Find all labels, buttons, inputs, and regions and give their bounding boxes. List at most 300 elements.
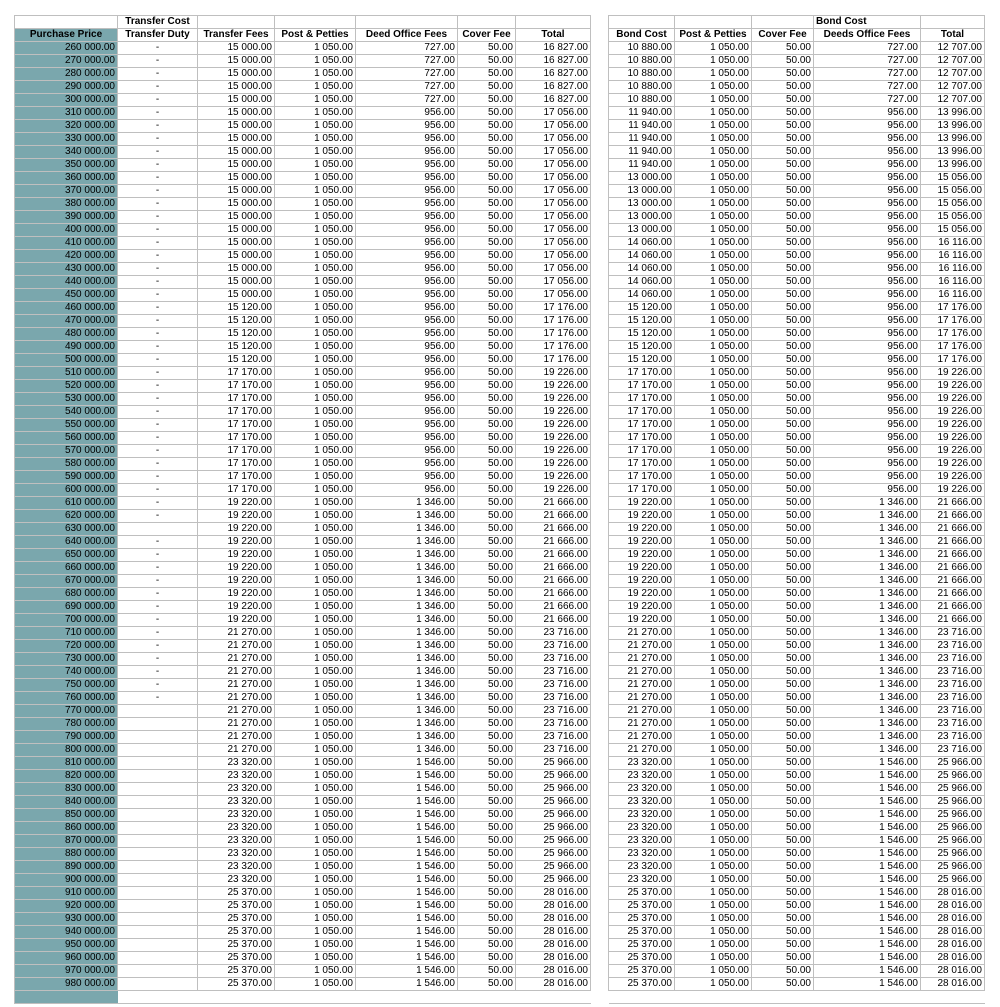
deeds-office-fees-cell: 727.00 — [814, 68, 921, 81]
deeds-office-fees-cell: 727.00 — [814, 94, 921, 107]
purchase-price-cell: 610 000.00 — [15, 497, 118, 510]
post-petties-cell: 1 050.00 — [275, 406, 356, 419]
bond-total-cell: 17 176.00 — [921, 354, 985, 367]
transfer-total-cell: 28 016.00 — [516, 887, 591, 900]
table-row — [15, 445, 985, 458]
transfer-total-cell: 17 056.00 — [516, 198, 591, 211]
purchase-price-cell: 260 000.00 — [15, 42, 118, 55]
deed-office-fees-cell: 956.00 — [356, 406, 458, 419]
transfer-duty-cell: - — [118, 133, 198, 146]
bond-post-petties-cell: 1 050.00 — [675, 627, 752, 640]
section-spacer — [675, 16, 752, 29]
transfer-fees-cell: 23 320.00 — [198, 809, 275, 822]
bond-cover-fee-cell: 50.00 — [752, 94, 814, 107]
transfer-fees-cell: 25 370.00 — [198, 939, 275, 952]
bond-cost-cell: 17 170.00 — [609, 406, 675, 419]
purchase-price-cell: 450 000.00 — [15, 289, 118, 302]
post-petties-cell: 1 050.00 — [275, 380, 356, 393]
deed-office-fees-cell: 956.00 — [356, 172, 458, 185]
cover-fee-cell: 50.00 — [458, 237, 516, 250]
bond-total-cell: 15 056.00 — [921, 185, 985, 198]
transfer-fees-cell: 15 000.00 — [198, 120, 275, 133]
bond-cover-fee-cell: 50.00 — [752, 432, 814, 445]
transfer-total-cell: 25 966.00 — [516, 874, 591, 887]
deed-office-fees-cell: 727.00 — [356, 42, 458, 55]
bond-post-petties-cell: 1 050.00 — [675, 68, 752, 81]
bond-total-cell: 28 016.00 — [921, 913, 985, 926]
deeds-office-fees-cell: 1 546.00 — [814, 952, 921, 965]
transfer-total-cell: 19 226.00 — [516, 471, 591, 484]
deed-office-fees-cell: 956.00 — [356, 328, 458, 341]
bond-cover-fee-cell: 50.00 — [752, 315, 814, 328]
transfer-fees-cell: 17 170.00 — [198, 458, 275, 471]
bond-cover-fee-cell: 50.00 — [752, 588, 814, 601]
trailing-blank-row — [15, 991, 985, 1004]
post-petties-cell: 1 050.00 — [275, 965, 356, 978]
bond-cover-fee-cell: 50.00 — [752, 549, 814, 562]
bond-total-cell: 25 966.00 — [921, 861, 985, 874]
deeds-office-fees-cell: 956.00 — [814, 471, 921, 484]
bond-cost-cell: 13 000.00 — [609, 198, 675, 211]
table-row — [15, 653, 985, 666]
deed-office-fees-cell: 1 546.00 — [356, 783, 458, 796]
bond-post-petties-cell: 1 050.00 — [675, 978, 752, 991]
cover-fee-cell: 50.00 — [458, 211, 516, 224]
deeds-office-fees-cell: 1 346.00 — [814, 575, 921, 588]
bond-post-petties-header: Post & Petties — [675, 29, 752, 42]
table-row — [15, 913, 985, 926]
purchase-price-cell: 560 000.00 — [15, 432, 118, 445]
cover-fee-cell: 50.00 — [458, 172, 516, 185]
bond-cost-cell: 21 270.00 — [609, 666, 675, 679]
post-petties-cell: 1 050.00 — [275, 445, 356, 458]
transfer-duty-cell: - — [118, 445, 198, 458]
bond-cover-fee-cell: 50.00 — [752, 874, 814, 887]
deed-office-fees-cell: 1 346.00 — [356, 601, 458, 614]
deeds-office-fees-cell: 1 346.00 — [814, 523, 921, 536]
cover-fee-cell: 50.00 — [458, 601, 516, 614]
bond-cost-cell: 23 320.00 — [609, 783, 675, 796]
transfer-duty-cell — [118, 913, 198, 926]
bond-cover-fee-cell: 50.00 — [752, 263, 814, 276]
column-gap — [591, 289, 609, 302]
transfer-total-cell: 19 226.00 — [516, 419, 591, 432]
bond-cost-cell: 23 320.00 — [609, 861, 675, 874]
transfer-fees-cell: 19 220.00 — [198, 549, 275, 562]
bond-post-petties-cell: 1 050.00 — [675, 848, 752, 861]
bond-cost-cell: 17 170.00 — [609, 471, 675, 484]
column-gap — [591, 510, 609, 523]
post-petties-cell: 1 050.00 — [275, 588, 356, 601]
transfer-fees-cell: 21 270.00 — [198, 653, 275, 666]
purchase-price-cell: 760 000.00 — [15, 692, 118, 705]
deed-office-fees-cell: 956.00 — [356, 250, 458, 263]
table-row — [15, 237, 985, 250]
bond-cover-fee-cell: 50.00 — [752, 952, 814, 965]
table-row — [15, 562, 985, 575]
purchase-price-cell: 430 000.00 — [15, 263, 118, 276]
deed-office-fees-cell: 956.00 — [356, 198, 458, 211]
bond-total-cell: 12 707.00 — [921, 68, 985, 81]
transfer-duty-cell: - — [118, 211, 198, 224]
transfer-duty-cell: - — [118, 55, 198, 68]
bond-cost-cell: 14 060.00 — [609, 237, 675, 250]
bond-cost-cell: 11 940.00 — [609, 146, 675, 159]
purchase-price-cell: 980 000.00 — [15, 978, 118, 991]
deed-office-fees-cell: 1 346.00 — [356, 666, 458, 679]
table-row — [15, 172, 985, 185]
bond-cost-cell: 17 170.00 — [609, 432, 675, 445]
fee-schedule-sheet — [14, 15, 985, 1004]
bond-total-cell: 17 176.00 — [921, 315, 985, 328]
transfer-duty-cell — [118, 978, 198, 991]
deeds-office-fees-cell: 1 346.00 — [814, 588, 921, 601]
bond-cover-fee-cell: 50.00 — [752, 666, 814, 679]
purchase-price-cell: 750 000.00 — [15, 679, 118, 692]
purchase-price-cell: 720 000.00 — [15, 640, 118, 653]
post-petties-cell: 1 050.00 — [275, 770, 356, 783]
post-petties-cell: 1 050.00 — [275, 55, 356, 68]
bond-total-cell: 25 966.00 — [921, 848, 985, 861]
bond-post-petties-cell: 1 050.00 — [675, 419, 752, 432]
table-row — [15, 848, 985, 861]
transfer-total-cell: 28 016.00 — [516, 900, 591, 913]
purchase-price-cell: 950 000.00 — [15, 939, 118, 952]
transfer-duty-cell: - — [118, 692, 198, 705]
table-row — [15, 81, 985, 94]
transfer-duty-cell — [118, 731, 198, 744]
transfer-total-cell: 23 716.00 — [516, 679, 591, 692]
cover-fee-cell: 50.00 — [458, 562, 516, 575]
table-row — [15, 42, 985, 55]
bond-cover-fee-cell: 50.00 — [752, 419, 814, 432]
deed-office-fees-cell: 956.00 — [356, 458, 458, 471]
transfer-duty-cell: - — [118, 224, 198, 237]
post-petties-cell: 1 050.00 — [275, 510, 356, 523]
transfer-total-cell: 23 716.00 — [516, 640, 591, 653]
bond-cost-cell: 11 940.00 — [609, 159, 675, 172]
cover-fee-cell: 50.00 — [458, 705, 516, 718]
deeds-office-fees-cell: 956.00 — [814, 341, 921, 354]
column-gap — [591, 185, 609, 198]
transfer-duty-cell: - — [118, 484, 198, 497]
cover-fee-cell: 50.00 — [458, 263, 516, 276]
purchase-price-cell: 520 000.00 — [15, 380, 118, 393]
deeds-office-fees-cell: 1 346.00 — [814, 510, 921, 523]
bond-total-cell: 13 996.00 — [921, 133, 985, 146]
purchase-price-cell: 790 000.00 — [15, 731, 118, 744]
deed-office-fees-cell: 1 346.00 — [356, 640, 458, 653]
deeds-office-fees-cell: 1 346.00 — [814, 692, 921, 705]
bond-post-petties-cell: 1 050.00 — [675, 900, 752, 913]
bond-cost-cell: 25 370.00 — [609, 939, 675, 952]
bond-cover-fee-cell: 50.00 — [752, 848, 814, 861]
post-petties-cell: 1 050.00 — [275, 848, 356, 861]
column-gap — [591, 770, 609, 783]
table-row — [15, 627, 985, 640]
cover-fee-cell: 50.00 — [458, 978, 516, 991]
deed-office-fees-cell: 1 346.00 — [356, 653, 458, 666]
column-gap — [591, 848, 609, 861]
bond-post-petties-cell: 1 050.00 — [675, 640, 752, 653]
post-petties-cell: 1 050.00 — [275, 393, 356, 406]
transfer-total-cell: 25 966.00 — [516, 809, 591, 822]
cover-fee-cell: 50.00 — [458, 822, 516, 835]
bond-cover-fee-cell: 50.00 — [752, 276, 814, 289]
deeds-office-fees-cell: 956.00 — [814, 211, 921, 224]
blank-cell — [921, 991, 985, 1004]
column-gap — [591, 575, 609, 588]
deed-office-fees-cell: 956.00 — [356, 185, 458, 198]
bond-cost-cell: 10 880.00 — [609, 81, 675, 94]
bond-cost-cell: 11 940.00 — [609, 107, 675, 120]
bond-cost-cell: 19 220.00 — [609, 562, 675, 575]
bond-cover-fee-cell: 50.00 — [752, 354, 814, 367]
purchase-price-cell: 440 000.00 — [15, 276, 118, 289]
post-petties-cell: 1 050.00 — [275, 250, 356, 263]
deeds-office-fees-cell: 956.00 — [814, 133, 921, 146]
bond-total-cell: 23 716.00 — [921, 627, 985, 640]
deed-office-fees-cell: 956.00 — [356, 445, 458, 458]
bond-cost-cell: 13 000.00 — [609, 172, 675, 185]
post-petties-cell: 1 050.00 — [275, 159, 356, 172]
transfer-duty-cell: - — [118, 159, 198, 172]
cover-fee-cell: 50.00 — [458, 744, 516, 757]
transfer-duty-cell: - — [118, 679, 198, 692]
table-row — [15, 380, 985, 393]
post-petties-cell: 1 050.00 — [275, 328, 356, 341]
table-row — [15, 68, 985, 81]
deeds-office-fees-cell: 956.00 — [814, 289, 921, 302]
post-petties-cell: 1 050.00 — [275, 81, 356, 94]
bond-post-petties-cell: 1 050.00 — [675, 471, 752, 484]
transfer-total-cell: 17 176.00 — [516, 328, 591, 341]
table-row — [15, 978, 985, 991]
blank-cell — [275, 991, 356, 1004]
bond-total-cell: 12 707.00 — [921, 81, 985, 94]
section-spacer — [356, 16, 458, 29]
bond-cost-heading: Bond Cost — [814, 16, 921, 29]
transfer-total-cell: 19 226.00 — [516, 380, 591, 393]
column-gap — [591, 458, 609, 471]
table-row — [15, 198, 985, 211]
post-petties-cell: 1 050.00 — [275, 107, 356, 120]
bond-total-cell: 16 116.00 — [921, 237, 985, 250]
bond-cover-fee-cell: 50.00 — [752, 211, 814, 224]
bond-post-petties-cell: 1 050.00 — [675, 55, 752, 68]
column-gap — [591, 913, 609, 926]
deed-office-fees-cell: 956.00 — [356, 419, 458, 432]
column-gap — [591, 809, 609, 822]
transfer-total-cell: 21 666.00 — [516, 549, 591, 562]
transfer-total-cell: 21 666.00 — [516, 562, 591, 575]
transfer-duty-cell: - — [118, 653, 198, 666]
deed-office-fees-cell: 1 346.00 — [356, 731, 458, 744]
transfer-total-cell: 17 056.00 — [516, 237, 591, 250]
cover-fee-cell: 50.00 — [458, 315, 516, 328]
bond-post-petties-cell: 1 050.00 — [675, 562, 752, 575]
purchase-price-cell: 940 000.00 — [15, 926, 118, 939]
transfer-duty-cell: - — [118, 263, 198, 276]
purchase-price-cell: 380 000.00 — [15, 198, 118, 211]
transfer-duty-cell: - — [118, 42, 198, 55]
bond-cover-fee-cell: 50.00 — [752, 614, 814, 627]
deeds-office-fees-cell: 1 546.00 — [814, 757, 921, 770]
purchase-price-cell: 290 000.00 — [15, 81, 118, 94]
transfer-fees-cell: 15 000.00 — [198, 237, 275, 250]
bond-cost-cell: 23 320.00 — [609, 809, 675, 822]
transfer-fees-cell: 15 000.00 — [198, 81, 275, 94]
transfer-fees-cell: 15 000.00 — [198, 185, 275, 198]
post-petties-cell: 1 050.00 — [275, 172, 356, 185]
deeds-office-fees-cell: 727.00 — [814, 55, 921, 68]
deeds-office-fees-cell: 1 546.00 — [814, 874, 921, 887]
cover-fee-cell: 50.00 — [458, 796, 516, 809]
table-row — [15, 484, 985, 497]
cover-fee-cell: 50.00 — [458, 783, 516, 796]
transfer-fees-cell: 17 170.00 — [198, 445, 275, 458]
bond-post-petties-cell: 1 050.00 — [675, 224, 752, 237]
bond-post-petties-cell: 1 050.00 — [675, 81, 752, 94]
column-gap — [591, 367, 609, 380]
bond-cost-cell: 10 880.00 — [609, 55, 675, 68]
column-gap — [591, 783, 609, 796]
post-petties-cell: 1 050.00 — [275, 835, 356, 848]
purchase-price-cell: 650 000.00 — [15, 549, 118, 562]
deed-office-fees-cell: 956.00 — [356, 367, 458, 380]
deed-office-fees-cell: 1 346.00 — [356, 718, 458, 731]
post-petties-cell: 1 050.00 — [275, 302, 356, 315]
transfer-total-cell: 25 966.00 — [516, 835, 591, 848]
bond-cost-cell: 19 220.00 — [609, 497, 675, 510]
blank-cell — [609, 991, 675, 1004]
post-petties-cell: 1 050.00 — [275, 133, 356, 146]
column-gap — [591, 757, 609, 770]
transfer-duty-cell — [118, 796, 198, 809]
purchase-price-cell: 910 000.00 — [15, 887, 118, 900]
bond-cover-fee-cell: 50.00 — [752, 562, 814, 575]
bond-total-cell: 13 996.00 — [921, 146, 985, 159]
deed-office-fees-cell: 956.00 — [356, 224, 458, 237]
deeds-office-fees-cell: 956.00 — [814, 276, 921, 289]
bond-total-cell: 16 116.00 — [921, 263, 985, 276]
bond-total-cell: 21 666.00 — [921, 588, 985, 601]
bond-post-petties-cell: 1 050.00 — [675, 289, 752, 302]
cover-fee-cell: 50.00 — [458, 302, 516, 315]
transfer-duty-cell — [118, 822, 198, 835]
column-gap — [591, 81, 609, 94]
transfer-fees-cell: 15 000.00 — [198, 94, 275, 107]
bond-post-petties-cell: 1 050.00 — [675, 757, 752, 770]
bond-cover-fee-cell: 50.00 — [752, 237, 814, 250]
bond-total-cell: 19 226.00 — [921, 458, 985, 471]
bond-total-cell: 28 016.00 — [921, 939, 985, 952]
transfer-fees-cell: 19 220.00 — [198, 588, 275, 601]
bond-total-cell: 25 966.00 — [921, 822, 985, 835]
table-row — [15, 965, 985, 978]
deeds-office-fees-cell: 1 346.00 — [814, 627, 921, 640]
cover-fee-cell: 50.00 — [458, 146, 516, 159]
bond-post-petties-cell: 1 050.00 — [675, 354, 752, 367]
column-gap — [591, 406, 609, 419]
purchase-price-cell: 540 000.00 — [15, 406, 118, 419]
table-row — [15, 523, 985, 536]
bond-cost-cell: 25 370.00 — [609, 952, 675, 965]
bond-post-petties-cell: 1 050.00 — [675, 185, 752, 198]
table-row — [15, 757, 985, 770]
deeds-office-fees-cell: 1 546.00 — [814, 770, 921, 783]
table-row — [15, 835, 985, 848]
deed-office-fees-cell: 956.00 — [356, 211, 458, 224]
deeds-office-fees-cell: 956.00 — [814, 198, 921, 211]
bond-cover-fee-cell: 50.00 — [752, 653, 814, 666]
transfer-total-cell: 17 056.00 — [516, 107, 591, 120]
bond-post-petties-cell: 1 050.00 — [675, 406, 752, 419]
cover-fee-cell: 50.00 — [458, 926, 516, 939]
cover-fee-cell: 50.00 — [458, 380, 516, 393]
bond-cost-cell: 15 120.00 — [609, 302, 675, 315]
purchase-price-cell: 690 000.00 — [15, 601, 118, 614]
transfer-fees-cell: 15 000.00 — [198, 172, 275, 185]
transfer-total-cell: 23 716.00 — [516, 627, 591, 640]
transfer-total-cell: 17 056.00 — [516, 211, 591, 224]
transfer-fees-cell: 15 120.00 — [198, 354, 275, 367]
transfer-total-cell: 25 966.00 — [516, 822, 591, 835]
bond-total-cell: 19 226.00 — [921, 471, 985, 484]
bond-total-cell: 23 716.00 — [921, 640, 985, 653]
deeds-office-fees-cell: 956.00 — [814, 224, 921, 237]
table-row — [15, 536, 985, 549]
bond-cost-cell: 17 170.00 — [609, 458, 675, 471]
transfer-fees-cell: 19 220.00 — [198, 523, 275, 536]
bond-total-cell: 21 666.00 — [921, 601, 985, 614]
deed-office-fees-cell: 956.00 — [356, 263, 458, 276]
post-petties-cell: 1 050.00 — [275, 796, 356, 809]
column-gap — [591, 497, 609, 510]
cover-fee-cell: 50.00 — [458, 406, 516, 419]
deeds-office-fees-cell: 1 546.00 — [814, 900, 921, 913]
bond-total-cell: 21 666.00 — [921, 549, 985, 562]
deeds-office-fees-cell: 1 546.00 — [814, 822, 921, 835]
table-row — [15, 367, 985, 380]
post-petties-cell: 1 050.00 — [275, 562, 356, 575]
deed-office-fees-cell: 727.00 — [356, 55, 458, 68]
column-gap — [591, 29, 609, 42]
purchase-price-cell: 730 000.00 — [15, 653, 118, 666]
deed-office-fees-cell: 956.00 — [356, 380, 458, 393]
post-petties-cell: 1 050.00 — [275, 653, 356, 666]
bond-post-petties-cell: 1 050.00 — [675, 42, 752, 55]
deed-office-fees-cell: 1 346.00 — [356, 523, 458, 536]
bond-total-cell: 23 716.00 — [921, 653, 985, 666]
bond-post-petties-cell: 1 050.00 — [675, 705, 752, 718]
column-gap — [591, 874, 609, 887]
post-petties-cell: 1 050.00 — [275, 497, 356, 510]
deed-office-fees-cell: 1 546.00 — [356, 770, 458, 783]
bond-cover-fee-cell: 50.00 — [752, 146, 814, 159]
deeds-office-fees-cell: 1 346.00 — [814, 549, 921, 562]
bond-total-cell: 21 666.00 — [921, 510, 985, 523]
post-petties-cell: 1 050.00 — [275, 692, 356, 705]
bond-cost-cell: 23 320.00 — [609, 770, 675, 783]
column-gap — [591, 627, 609, 640]
column-gap — [591, 276, 609, 289]
deed-office-fees-cell: 956.00 — [356, 393, 458, 406]
column-gap — [591, 978, 609, 991]
column-header-row — [15, 29, 985, 42]
deed-office-fees-cell: 1 546.00 — [356, 939, 458, 952]
bond-post-petties-cell: 1 050.00 — [675, 718, 752, 731]
